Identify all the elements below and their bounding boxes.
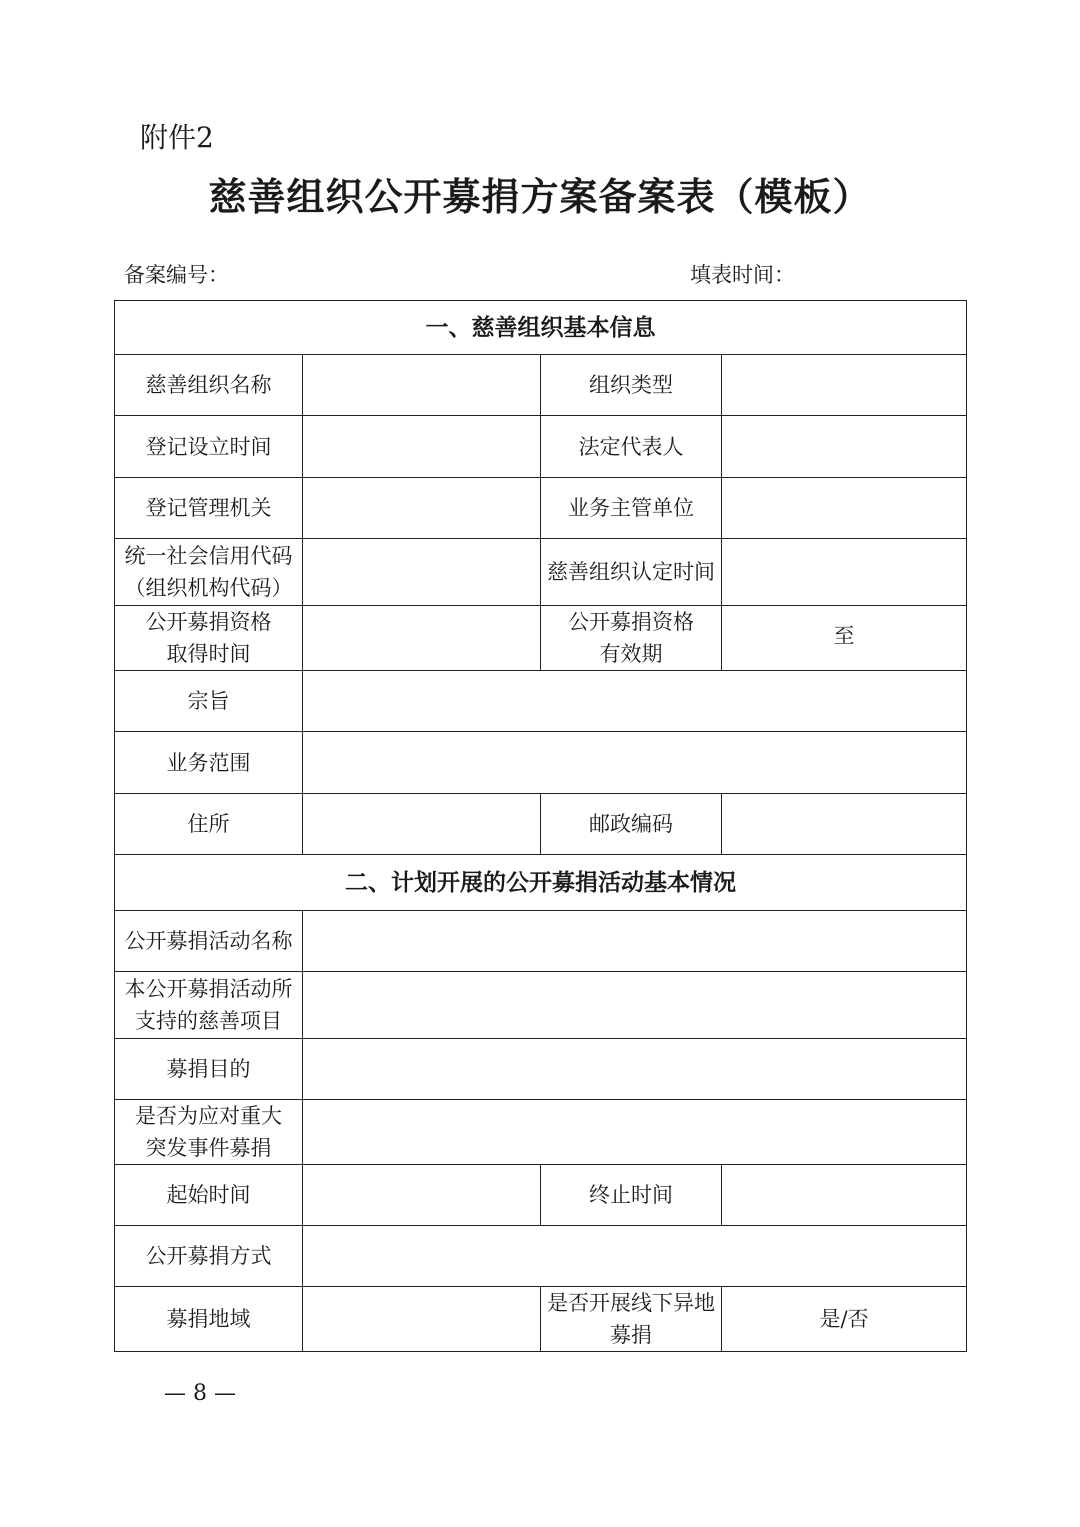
label-qual-time-line2: 取得时间	[166, 642, 251, 666]
section-heading-activity-info: 二、计划开展的公开募捐活动基本情况	[115, 855, 967, 911]
label-goal: 募捐目的	[115, 1039, 303, 1100]
label-address: 住所	[115, 794, 303, 855]
label-qual-valid	[541, 606, 722, 671]
field-scope[interactable]	[303, 732, 967, 794]
label-credit-code	[115, 539, 303, 606]
label-offline	[541, 1287, 722, 1352]
label-qual-time-line1: 公开募捐资格	[145, 610, 272, 634]
section-heading-basic-info: 一、慈善组织基本信息	[115, 301, 967, 355]
label-org-name: 慈善组织名称	[115, 355, 303, 416]
field-start-time[interactable]	[303, 1165, 541, 1226]
field-org-name[interactable]	[303, 355, 541, 416]
label-reg-time: 登记设立时间	[115, 416, 303, 478]
field-qual-time[interactable]	[303, 606, 541, 671]
label-supervisor: 业务主管单位	[541, 478, 722, 539]
field-credit-code[interactable]	[303, 539, 541, 606]
record-number-label: 备案编号：	[124, 263, 229, 287]
label-region: 募捐地域	[115, 1287, 303, 1352]
label-start-time: 起始时间	[115, 1165, 303, 1226]
label-cert-time: 慈善组织认定时间	[541, 539, 722, 606]
attachment-label: 附件2	[140, 121, 214, 154]
form-title: 慈善组织公开募捐方案备案表（模板）	[208, 174, 872, 219]
field-legal-rep[interactable]	[722, 416, 967, 478]
label-emergency	[115, 1100, 303, 1165]
field-qual-valid[interactable]	[722, 606, 967, 671]
label-end-time: 终止时间	[541, 1165, 722, 1226]
label-credit-code-line2: （组织机构代码）	[124, 576, 293, 600]
page-number: — 8 —	[164, 1381, 236, 1406]
field-postcode[interactable]	[722, 794, 967, 855]
field-org-type[interactable]	[722, 355, 967, 416]
label-scope: 业务范围	[115, 732, 303, 794]
label-emergency-line2: 突发事件募捐	[145, 1136, 272, 1160]
label-project-line2: 支持的慈善项目	[135, 1009, 282, 1033]
field-supervisor[interactable]	[722, 478, 967, 539]
field-project[interactable]	[303, 972, 967, 1039]
label-emergency-line1: 是否为应对重大	[135, 1104, 282, 1128]
label-qual-time	[115, 606, 303, 671]
offline-yes-no-text: 是/否	[819, 1307, 869, 1331]
field-reg-time[interactable]	[303, 416, 541, 478]
label-project	[115, 972, 303, 1039]
label-qual-valid-line2: 有效期	[599, 642, 663, 666]
field-address[interactable]	[303, 794, 541, 855]
field-region[interactable]	[303, 1287, 541, 1352]
field-emergency[interactable]	[303, 1100, 967, 1165]
field-end-time[interactable]	[722, 1165, 967, 1226]
label-method: 公开募捐方式	[115, 1226, 303, 1287]
field-cert-time[interactable]	[722, 539, 967, 606]
label-postcode: 邮政编码	[541, 794, 722, 855]
fill-time-label: 填表时间：	[690, 263, 795, 287]
label-org-type: 组织类型	[541, 355, 722, 416]
label-project-line1: 本公开募捐活动所	[124, 977, 293, 1001]
label-credit-code-line1: 统一社会信用代码	[124, 544, 293, 568]
label-offline-line1: 是否开展线下异地	[547, 1291, 715, 1315]
filing-form-table	[114, 300, 967, 1352]
label-legal-rep: 法定代表人	[541, 416, 722, 478]
field-goal[interactable]	[303, 1039, 967, 1100]
field-reg-authority[interactable]	[303, 478, 541, 539]
label-qual-valid-line1: 公开募捐资格	[568, 610, 694, 634]
label-purpose: 宗旨	[115, 671, 303, 732]
field-activity-name[interactable]	[303, 911, 967, 972]
field-method[interactable]	[303, 1226, 967, 1287]
label-offline-line2: 募捐	[610, 1323, 652, 1347]
field-purpose[interactable]	[303, 671, 967, 732]
field-offline[interactable]	[722, 1287, 967, 1352]
label-activity-name: 公开募捐活动名称	[115, 911, 303, 972]
qual-valid-to-text: 至	[833, 624, 855, 648]
label-reg-authority: 登记管理机关	[115, 478, 303, 539]
